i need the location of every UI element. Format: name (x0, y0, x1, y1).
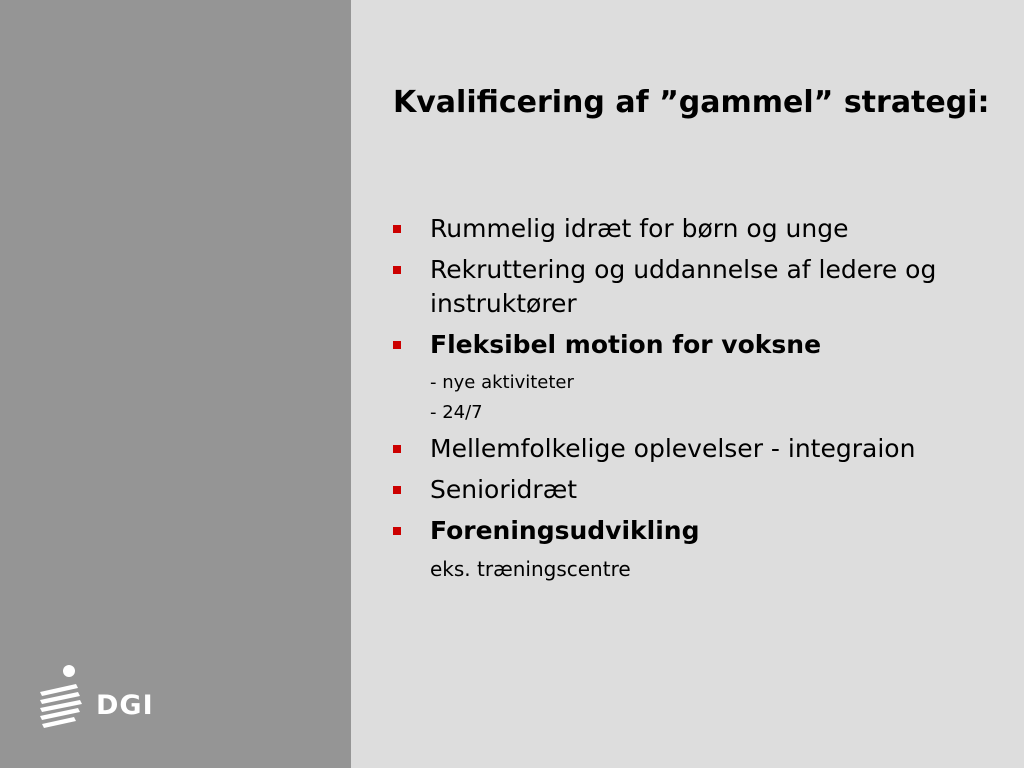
bullet-text: Foreningsudvikling (430, 516, 700, 545)
bullet-item (393, 253, 1003, 321)
sub-item: - 24/7 (430, 402, 483, 423)
bullet-text: Mellemfolkelige oplevelser - integraion (430, 434, 916, 463)
bullet-text: Rummelig idræt for børn og unge (430, 214, 849, 243)
bullet-marker-icon (393, 266, 401, 274)
sub-item: - nye aktiviteter (430, 372, 574, 393)
dgi-logo (36, 662, 156, 732)
bullet-marker-icon (393, 341, 401, 349)
left-sidebar-panel (0, 0, 351, 768)
bullet-marker-icon (393, 486, 401, 494)
bullet-marker-icon (393, 225, 401, 233)
slide-content (351, 0, 1024, 768)
bullet-marker-icon (393, 445, 401, 453)
slide-title: Kvalificering af ”gammel” strategi: (393, 85, 990, 120)
bullet-item (393, 432, 1003, 466)
dgi-logo-text: DGI (96, 690, 154, 721)
bullet-marker-icon (393, 527, 401, 535)
bullet-item (393, 473, 1003, 507)
dgi-runner-icon (36, 662, 96, 732)
bullet-text: Senioridræt (430, 475, 578, 504)
sub-item: eks. træningscentre (430, 557, 631, 581)
bullet-item (393, 514, 1003, 548)
bullet-text: Rekruttering og uddannelse af ledere og instruktører (430, 255, 937, 318)
bullet-list (393, 212, 1003, 588)
bullet-item (393, 212, 1003, 246)
bullet-item (393, 328, 1003, 362)
bullet-text: Fleksibel motion for voksne (430, 330, 822, 359)
